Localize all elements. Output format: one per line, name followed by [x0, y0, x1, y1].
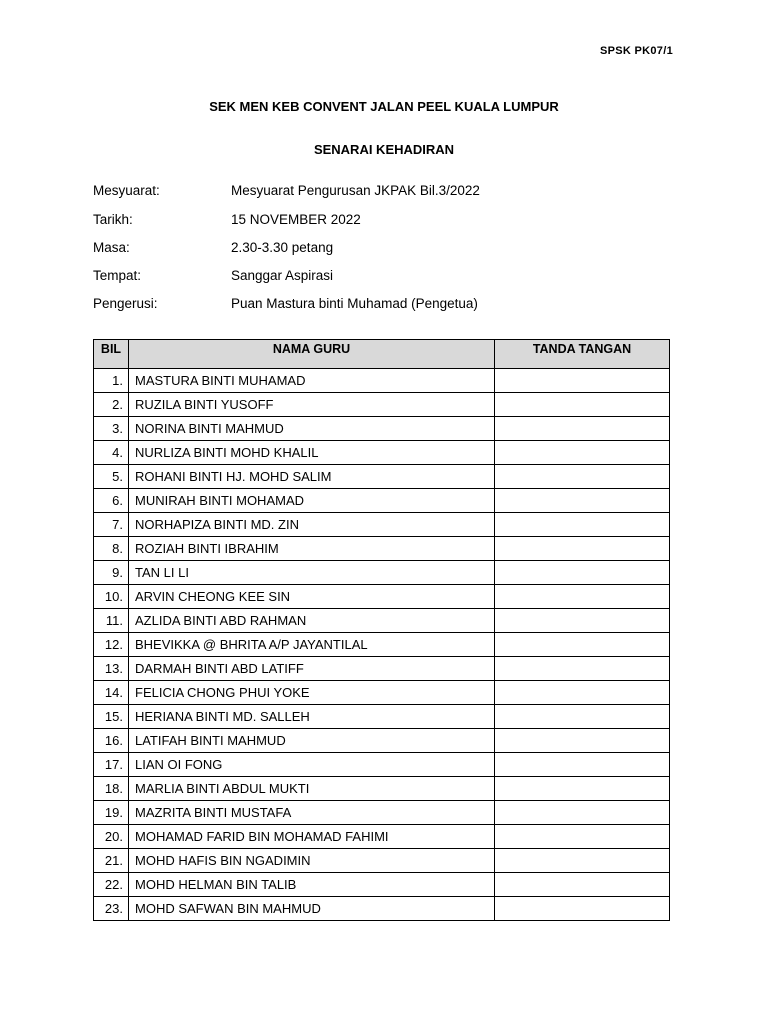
- signature-cell[interactable]: [495, 465, 670, 489]
- meta-value: 2.30-3.30 petang: [231, 240, 334, 255]
- teacher-name: ROHANI BINTI HJ. MOHD SALIM: [129, 465, 495, 489]
- table-row: [94, 657, 670, 681]
- teacher-name: LATIFAH BINTI MAHMUD: [129, 729, 495, 753]
- row-number: 2.: [94, 393, 129, 417]
- attendance-table: [93, 339, 670, 921]
- header-nama-guru: NAMA GURU: [129, 340, 495, 369]
- row-number: 17.: [94, 753, 129, 777]
- signature-cell[interactable]: [495, 729, 670, 753]
- teacher-name: BHEVIKKA @ BHRITA A/P JAYANTILAL: [129, 633, 495, 657]
- teacher-name: MOHD HAFIS BIN NGADIMIN: [129, 849, 495, 873]
- teacher-name: NORINA BINTI MAHMUD: [129, 417, 495, 441]
- teacher-name: MASTURA BINTI MUHAMAD: [129, 369, 495, 393]
- meta-label: Masa:: [93, 240, 130, 255]
- row-number: 8.: [94, 537, 129, 561]
- teacher-name: MAZRITA BINTI MUSTAFA: [129, 801, 495, 825]
- table-row: [94, 897, 670, 921]
- row-number: 7.: [94, 513, 129, 537]
- table-row: [94, 441, 670, 465]
- meta-value: Puan Mastura binti Muhamad (Pengetua): [231, 296, 478, 311]
- meta-value: Sanggar Aspirasi: [231, 268, 334, 283]
- table-row: [94, 849, 670, 873]
- teacher-name: MOHD SAFWAN BIN MAHMUD: [129, 897, 495, 921]
- row-number: 22.: [94, 873, 129, 897]
- row-number: 4.: [94, 441, 129, 465]
- table-row: [94, 681, 670, 705]
- table-row: [94, 825, 670, 849]
- row-number: 1.: [94, 369, 129, 393]
- signature-cell[interactable]: [495, 705, 670, 729]
- teacher-name: TAN LI LI: [129, 561, 495, 585]
- table-row: [94, 369, 670, 393]
- teacher-name: MARLIA BINTI ABDUL MUKTI: [129, 777, 495, 801]
- row-number: 12.: [94, 633, 129, 657]
- signature-cell[interactable]: [495, 393, 670, 417]
- row-number: 16.: [94, 729, 129, 753]
- signature-cell[interactable]: [495, 753, 670, 777]
- signature-cell[interactable]: [495, 801, 670, 825]
- signature-cell[interactable]: [495, 513, 670, 537]
- row-number: 23.: [94, 897, 129, 921]
- table-row: [94, 489, 670, 513]
- row-number: 18.: [94, 777, 129, 801]
- table-row: [94, 393, 670, 417]
- teacher-name: ROZIAH BINTI IBRAHIM: [129, 537, 495, 561]
- row-number: 21.: [94, 849, 129, 873]
- table-row: [94, 609, 670, 633]
- teacher-name: MUNIRAH BINTI MOHAMAD: [129, 489, 495, 513]
- table-row: [94, 729, 670, 753]
- teacher-name: HERIANA BINTI MD. SALLEH: [129, 705, 495, 729]
- attendance-rows: [94, 369, 670, 921]
- header-tanda-tangan: TANDA TANGAN: [495, 340, 670, 369]
- row-number: 13.: [94, 657, 129, 681]
- row-number: 5.: [94, 465, 129, 489]
- document-code: SPSK PK07/1: [599, 45, 673, 57]
- header-bil: BIL: [94, 340, 129, 369]
- table-row: [94, 705, 670, 729]
- signature-cell[interactable]: [495, 873, 670, 897]
- meta-label: Tempat:: [93, 268, 142, 283]
- table-row: [94, 513, 670, 537]
- table-row: [94, 633, 670, 657]
- table-row: [94, 753, 670, 777]
- school-name: SEK MEN KEB CONVENT JALAN PEEL KUALA LUMPUR: [209, 99, 559, 114]
- teacher-name: NURLIZA BINTI MOHD KHALIL: [129, 441, 495, 465]
- row-number: 10.: [94, 585, 129, 609]
- signature-cell[interactable]: [495, 657, 670, 681]
- table-row: [94, 873, 670, 897]
- signature-cell[interactable]: [495, 897, 670, 921]
- teacher-name: NORHAPIZA BINTI MD. ZIN: [129, 513, 495, 537]
- table-row: [94, 561, 670, 585]
- meta-value: 15 NOVEMBER 2022: [231, 212, 361, 227]
- meta-label: Mesyuarat:: [93, 183, 160, 198]
- signature-cell[interactable]: [495, 849, 670, 873]
- meta-value: Mesyuarat Pengurusan JKPAK Bil.3/2022: [231, 183, 480, 198]
- signature-cell[interactable]: [495, 681, 670, 705]
- teacher-name: RUZILA BINTI YUSOFF: [129, 393, 495, 417]
- signature-cell[interactable]: [495, 609, 670, 633]
- teacher-name: DARMAH BINTI ABD LATIFF: [129, 657, 495, 681]
- table-row: [94, 417, 670, 441]
- signature-cell[interactable]: [495, 537, 670, 561]
- teacher-name: AZLIDA BINTI ABD RAHMAN: [129, 609, 495, 633]
- row-number: 15.: [94, 705, 129, 729]
- signature-cell[interactable]: [495, 777, 670, 801]
- row-number: 3.: [94, 417, 129, 441]
- signature-cell[interactable]: [495, 489, 670, 513]
- signature-cell[interactable]: [495, 825, 670, 849]
- teacher-name: LIAN OI FONG: [129, 753, 495, 777]
- row-number: 11.: [94, 609, 129, 633]
- teacher-name: MOHD HELMAN BIN TALIB: [129, 873, 495, 897]
- signature-cell[interactable]: [495, 417, 670, 441]
- row-number: 9.: [94, 561, 129, 585]
- table-row: [94, 777, 670, 801]
- table-row: [94, 537, 670, 561]
- table-row: [94, 465, 670, 489]
- table-row: [94, 585, 670, 609]
- signature-cell[interactable]: [495, 441, 670, 465]
- document-title: SENARAI KEHADIRAN: [313, 142, 455, 157]
- teacher-name: FELICIA CHONG PHUI YOKE: [129, 681, 495, 705]
- teacher-name: ARVIN CHEONG KEE SIN: [129, 585, 495, 609]
- teacher-name: MOHAMAD FARID BIN MOHAMAD FAHIMI: [129, 825, 495, 849]
- signature-cell[interactable]: [495, 561, 670, 585]
- signature-cell[interactable]: [495, 633, 670, 657]
- signature-cell[interactable]: [495, 369, 670, 393]
- row-number: 6.: [94, 489, 129, 513]
- meta-label: Tarikh:: [93, 212, 133, 227]
- table-header-row: [94, 340, 670, 369]
- row-number: 19.: [94, 801, 129, 825]
- signature-cell[interactable]: [495, 585, 670, 609]
- row-number: 20.: [94, 825, 129, 849]
- row-number: 14.: [94, 681, 129, 705]
- table-row: [94, 801, 670, 825]
- meta-label: Pengerusi:: [93, 296, 158, 311]
